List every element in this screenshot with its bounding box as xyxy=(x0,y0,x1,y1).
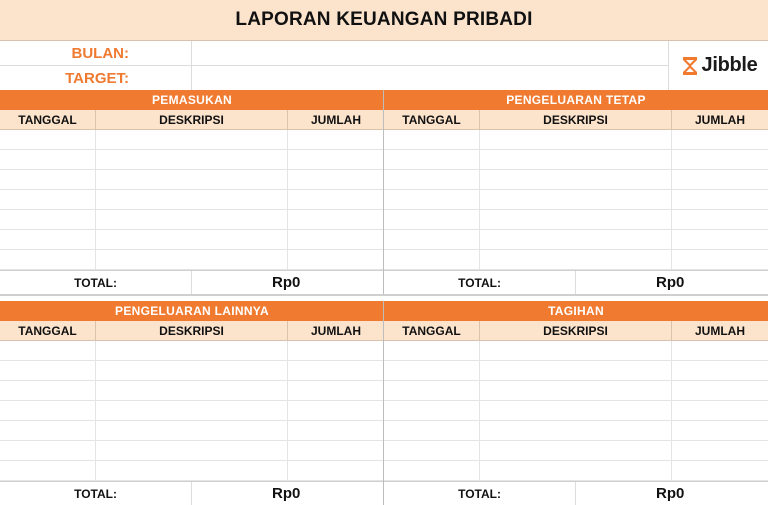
amount-cell[interactable] xyxy=(672,381,768,400)
column-header-date: TANGGAL xyxy=(384,110,480,129)
table-row xyxy=(384,401,768,421)
date-cell[interactable] xyxy=(0,381,96,400)
date-cell[interactable] xyxy=(0,210,96,229)
target-field[interactable] xyxy=(192,66,668,90)
amount-cell[interactable] xyxy=(672,150,768,169)
date-cell[interactable] xyxy=(384,421,480,440)
date-cell[interactable] xyxy=(384,401,480,420)
table-row xyxy=(0,461,384,481)
date-cell[interactable] xyxy=(384,250,480,269)
section-bills xyxy=(384,301,768,505)
date-cell[interactable] xyxy=(384,461,480,480)
description-cell[interactable] xyxy=(480,190,672,209)
description-cell[interactable] xyxy=(480,421,672,440)
table-row xyxy=(0,361,384,381)
total-value: Rp0 xyxy=(656,485,685,502)
month-field[interactable] xyxy=(192,41,668,65)
target-label: TARGET: xyxy=(0,66,192,90)
section-title: PENGELUARAN TETAP xyxy=(384,90,768,110)
date-cell[interactable] xyxy=(0,190,96,209)
description-cell[interactable] xyxy=(480,150,672,169)
date-cell[interactable] xyxy=(0,421,96,440)
description-cell[interactable] xyxy=(96,190,288,209)
table-row xyxy=(0,130,384,150)
amount-cell[interactable] xyxy=(288,401,384,420)
amount-cell[interactable] xyxy=(288,341,384,360)
total-value: Rp0 xyxy=(656,274,685,291)
column-header-date: TANGGAL xyxy=(0,110,96,129)
date-cell[interactable] xyxy=(0,130,96,149)
description-cell[interactable] xyxy=(480,461,672,480)
date-cell[interactable] xyxy=(0,361,96,380)
column-header-date: TANGGAL xyxy=(384,321,480,340)
column-header-amount: JUMLAH xyxy=(695,323,745,338)
column-header-row xyxy=(0,110,384,130)
section-other-expenses xyxy=(0,301,384,505)
amount-cell[interactable] xyxy=(288,250,384,269)
month-label: BULAN: xyxy=(0,41,192,65)
table-row xyxy=(0,401,384,421)
table-row xyxy=(384,130,768,150)
section-title: PENGELUARAN LAINNYA xyxy=(0,301,384,321)
date-cell[interactable] xyxy=(0,461,96,480)
date-cell[interactable] xyxy=(384,441,480,460)
column-header-amount: JUMLAH xyxy=(695,112,745,127)
month-row xyxy=(0,41,668,66)
date-cell[interactable] xyxy=(384,361,480,380)
amount-cell[interactable] xyxy=(672,250,768,269)
table-row xyxy=(384,210,768,230)
total-row xyxy=(0,270,384,294)
description-cell[interactable] xyxy=(96,210,288,229)
table-row xyxy=(0,381,384,401)
page-title: LAPORAN KEUANGAN PRIBADI xyxy=(0,0,768,41)
table-row xyxy=(384,230,768,250)
amount-cell[interactable] xyxy=(672,210,768,229)
column-header-amount: JUMLAH xyxy=(311,323,361,338)
section-title: TAGIHAN xyxy=(384,301,768,321)
target-row xyxy=(0,66,668,90)
date-cell[interactable] xyxy=(0,441,96,460)
table-row xyxy=(0,210,384,230)
date-cell[interactable] xyxy=(0,230,96,249)
total-label: TOTAL: xyxy=(384,271,576,294)
total-label: TOTAL: xyxy=(0,271,192,294)
table-row xyxy=(0,250,384,270)
column-header-row xyxy=(384,321,768,341)
section-title: PEMASUKAN xyxy=(0,90,384,110)
date-cell[interactable] xyxy=(0,401,96,420)
total-row xyxy=(384,270,768,294)
amount-cell[interactable] xyxy=(672,130,768,149)
table-body xyxy=(0,341,384,481)
table-body xyxy=(384,130,768,270)
date-cell[interactable] xyxy=(384,341,480,360)
date-cell[interactable] xyxy=(384,190,480,209)
amount-cell[interactable] xyxy=(672,230,768,249)
column-header-row xyxy=(0,321,384,341)
date-cell[interactable] xyxy=(384,381,480,400)
table-row xyxy=(384,170,768,190)
description-cell[interactable] xyxy=(480,230,672,249)
description-cell[interactable] xyxy=(96,230,288,249)
description-cell[interactable] xyxy=(480,361,672,380)
column-header-description: DESKRIPSI xyxy=(96,321,288,340)
total-value: Rp0 xyxy=(272,274,301,291)
amount-cell[interactable] xyxy=(672,461,768,480)
amount-cell[interactable] xyxy=(288,441,384,460)
amount-cell[interactable] xyxy=(288,461,384,480)
table-row xyxy=(384,461,768,481)
amount-cell[interactable] xyxy=(288,150,384,169)
description-cell[interactable] xyxy=(96,170,288,189)
amount-cell[interactable] xyxy=(672,441,768,460)
amount-cell[interactable] xyxy=(672,170,768,189)
table-row xyxy=(384,250,768,270)
column-divider xyxy=(383,301,384,505)
date-cell[interactable] xyxy=(384,130,480,149)
column-header-description: DESKRIPSI xyxy=(480,321,672,340)
amount-cell[interactable] xyxy=(672,190,768,209)
amount-cell[interactable] xyxy=(288,230,384,249)
amount-cell[interactable] xyxy=(672,401,768,420)
amount-cell[interactable] xyxy=(288,361,384,380)
table-row xyxy=(0,170,384,190)
total-row xyxy=(0,481,384,505)
description-cell[interactable] xyxy=(96,150,288,169)
logo-text: Jibble xyxy=(701,54,758,76)
amount-cell[interactable] xyxy=(672,361,768,380)
section-fixed-expenses xyxy=(384,90,768,294)
table-row xyxy=(384,361,768,381)
date-cell[interactable] xyxy=(384,230,480,249)
section-divider xyxy=(0,294,768,296)
table-row xyxy=(0,421,384,441)
table-row xyxy=(384,381,768,401)
table-row xyxy=(0,341,384,361)
description-cell[interactable] xyxy=(480,170,672,189)
table-row xyxy=(0,441,384,461)
amount-cell[interactable] xyxy=(288,130,384,149)
amount-cell[interactable] xyxy=(288,190,384,209)
description-cell[interactable] xyxy=(480,441,672,460)
table-row xyxy=(0,190,384,210)
description-cell[interactable] xyxy=(96,130,288,149)
column-header-date: TANGGAL xyxy=(0,321,96,340)
table-row xyxy=(0,150,384,170)
table-row xyxy=(384,341,768,361)
description-cell[interactable] xyxy=(480,401,672,420)
date-cell[interactable] xyxy=(384,150,480,169)
date-cell[interactable] xyxy=(384,170,480,189)
table-body xyxy=(384,341,768,481)
description-cell[interactable] xyxy=(96,421,288,440)
description-cell[interactable] xyxy=(480,381,672,400)
table-row xyxy=(384,421,768,441)
column-divider xyxy=(383,90,384,294)
table-row xyxy=(384,190,768,210)
column-header-description: DESKRIPSI xyxy=(480,110,672,129)
description-cell[interactable] xyxy=(96,341,288,360)
description-cell[interactable] xyxy=(96,401,288,420)
description-cell[interactable] xyxy=(480,341,672,360)
hourglass-icon xyxy=(680,55,700,77)
total-row xyxy=(384,481,768,505)
amount-cell[interactable] xyxy=(288,381,384,400)
table-body xyxy=(0,130,384,270)
description-cell[interactable] xyxy=(480,210,672,229)
column-header-amount: JUMLAH xyxy=(311,112,361,127)
section-income xyxy=(0,90,384,294)
date-cell[interactable] xyxy=(0,250,96,269)
meta-panel xyxy=(0,41,768,90)
description-cell[interactable] xyxy=(480,130,672,149)
amount-cell[interactable] xyxy=(288,421,384,440)
description-cell[interactable] xyxy=(96,361,288,380)
table-row xyxy=(384,441,768,461)
table-row xyxy=(0,230,384,250)
logo xyxy=(668,41,768,90)
amount-cell[interactable] xyxy=(672,341,768,360)
amount-cell[interactable] xyxy=(672,421,768,440)
total-label: TOTAL: xyxy=(384,482,576,505)
date-cell[interactable] xyxy=(0,150,96,169)
date-cell[interactable] xyxy=(0,341,96,360)
total-label: TOTAL: xyxy=(0,482,192,505)
amount-cell[interactable] xyxy=(288,170,384,189)
table-row xyxy=(384,150,768,170)
description-cell[interactable] xyxy=(96,250,288,269)
total-value: Rp0 xyxy=(272,485,301,502)
column-header-description: DESKRIPSI xyxy=(96,110,288,129)
description-cell[interactable] xyxy=(96,381,288,400)
date-cell[interactable] xyxy=(0,170,96,189)
description-cell[interactable] xyxy=(480,250,672,269)
column-header-row xyxy=(384,110,768,130)
description-cell[interactable] xyxy=(96,461,288,480)
amount-cell[interactable] xyxy=(288,210,384,229)
date-cell[interactable] xyxy=(384,210,480,229)
description-cell[interactable] xyxy=(96,441,288,460)
